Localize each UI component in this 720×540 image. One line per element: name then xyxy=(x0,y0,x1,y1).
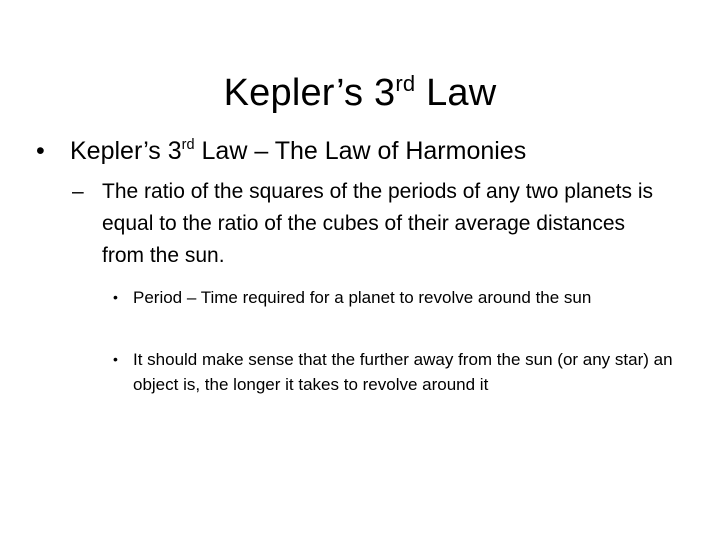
detail-bullet xyxy=(113,285,673,310)
sub-bullet-text: The ratio of the squares of the periods of any two planets is equal to the ratio of the cubes of their average distances from the sun. xyxy=(102,180,653,267)
main-bullet xyxy=(36,134,696,168)
main-bullet-prefix: Kepler’s 3 xyxy=(70,137,182,165)
slide-title-suffix: Law xyxy=(415,72,497,115)
detail-bullet-text: It should make sense that the further away from the sun (or any star) an object is, the longer it takes to revolve around it xyxy=(133,350,673,394)
bullet-marker: • xyxy=(36,137,45,165)
detail-bullet xyxy=(113,347,673,397)
main-bullet-text xyxy=(70,134,696,168)
dash-marker: – xyxy=(72,180,84,203)
bullet-marker: • xyxy=(113,289,118,305)
sub-bullet xyxy=(72,176,672,272)
slide-title-prefix: Kepler’s 3 xyxy=(223,72,396,115)
slide-title xyxy=(0,69,720,117)
main-bullet-suffix: Law – The Law of Harmonies xyxy=(194,137,527,165)
main-bullet-superscript: rd xyxy=(181,136,195,153)
slide-title-superscript: rd xyxy=(395,70,416,96)
bullet-marker: • xyxy=(113,351,118,367)
detail-bullet-text: Period – Time required for a planet to revolve around the sun xyxy=(133,288,592,307)
